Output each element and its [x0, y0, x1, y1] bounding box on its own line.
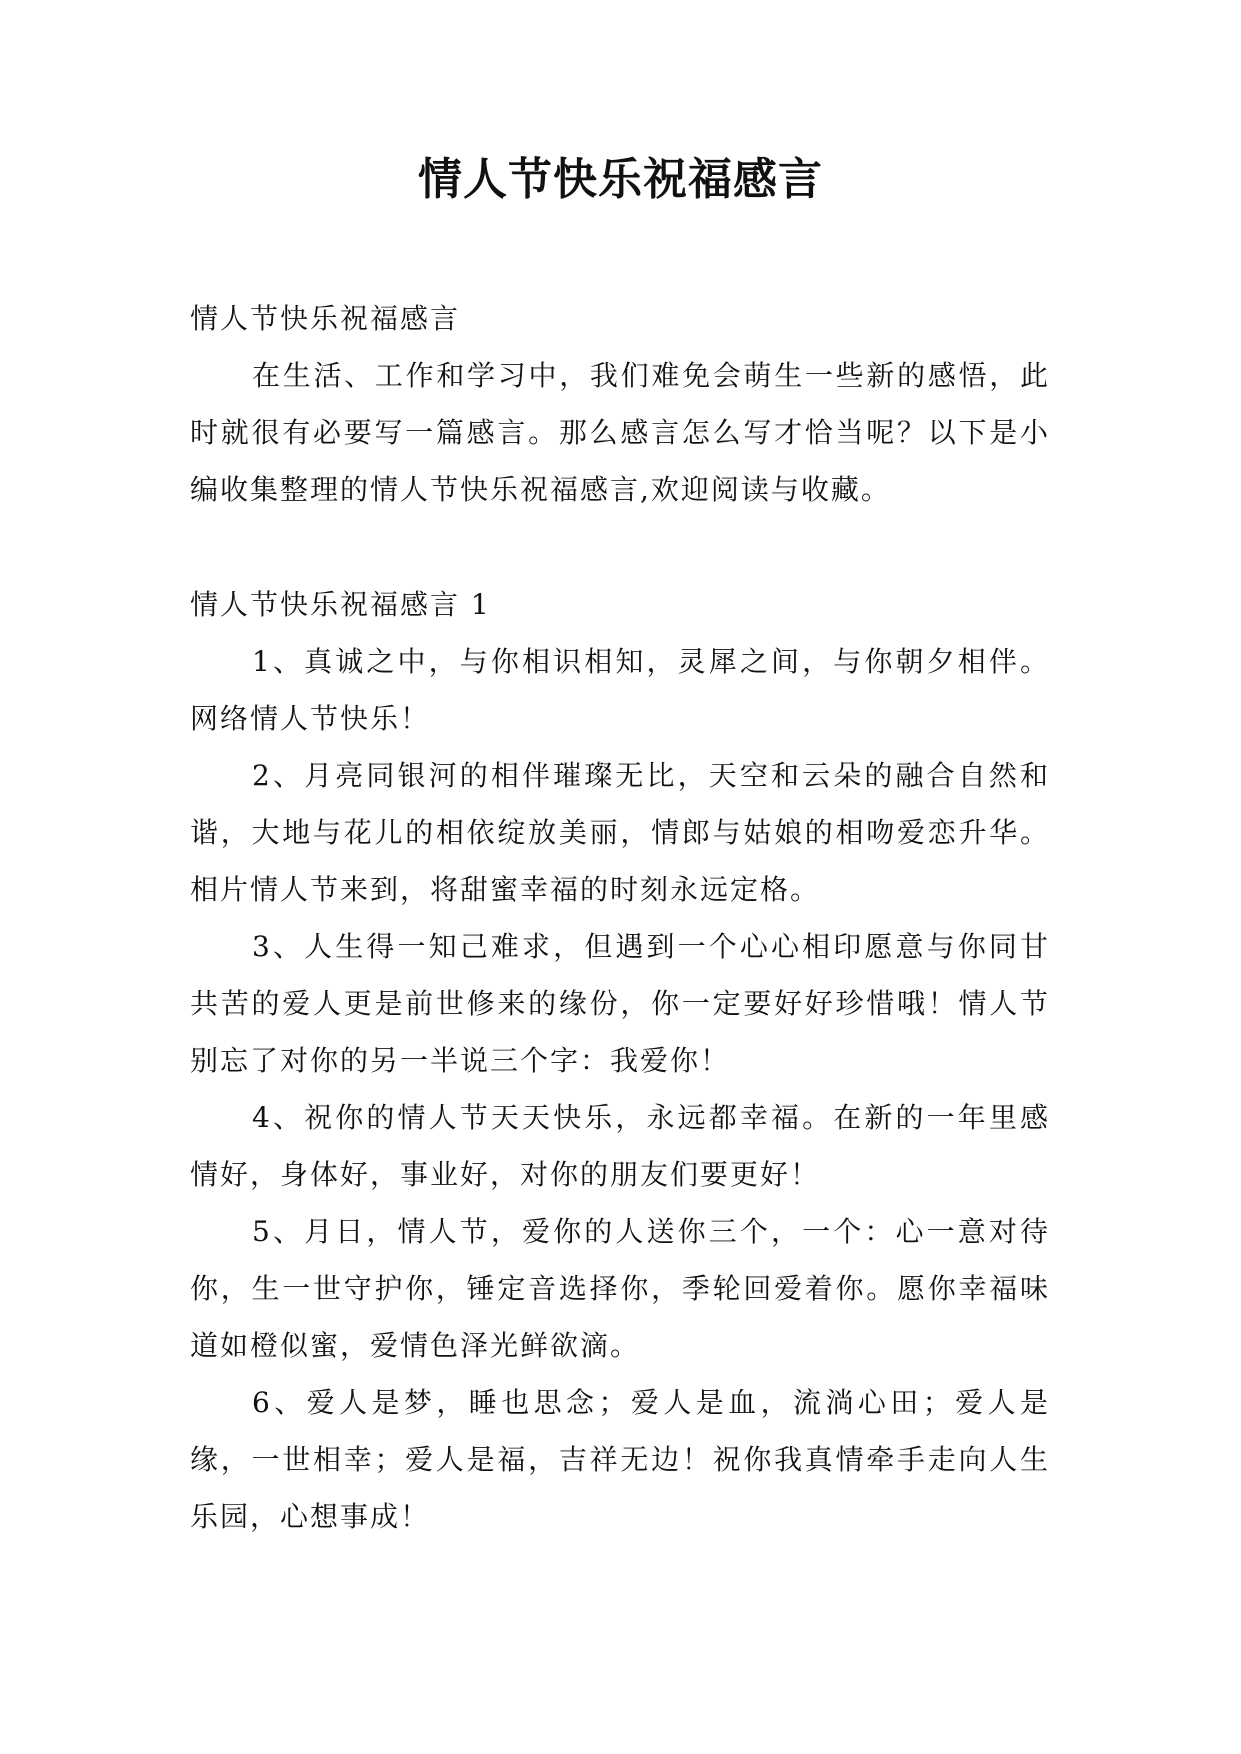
intro-paragraph: 在生活、工作和学习中，我们难免会萌生一些新的感悟，此时就很有必要写一篇感言。那么感言怎么写才恰当呢？以下是小编收集整理的情人节快乐祝福感言,欢迎阅读与收藏。: [190, 359, 1050, 506]
list-item: 4、祝你的情人节天天快乐，永远都幸福。在新的一年里感情好，身体好，事业好，对你的朋友们要更好！: [190, 1101, 1050, 1191]
section-heading: 情人节快乐祝福感言 1: [190, 588, 491, 621]
list-item: 2、月亮同银河的相伴璀璨无比，天空和云朵的融合自然和谐，大地与花儿的相依绽放美丽，情郎与姑娘的相吻爱恋升华。相片情人节来到，将甜蜜幸福的时刻永远定格。: [190, 759, 1050, 906]
list-item: 5、月日，情人节，爱你的人送你三个，一个：心一意对待你，生一世守护你，锤定音选择你，季轮回爱着你。愿你幸福味道如橙似蜜，爱情色泽光鲜欲滴。: [190, 1215, 1050, 1362]
list-item: 6、爱人是梦，睡也思念；爱人是血，流淌心田；爱人是缘，一世相幸；爱人是福，吉祥无边！祝你我真情牵手走向人生乐园，心想事成！: [190, 1386, 1050, 1533]
document-title: 情人节快乐祝福感言: [418, 154, 823, 205]
list-item: 3、人生得一知己难求，但遇到一个心心相印愿意与你同甘共苦的爱人更是前世修来的缘份，你一定要好好珍惜哦！情人节别忘了对你的另一半说三个字：我爱你！: [190, 930, 1050, 1077]
document-body: [190, 290, 1050, 1545]
subtitle: 情人节快乐祝福感言: [190, 302, 461, 335]
list-item: 1、真诚之中，与你相识相知，灵犀之间，与你朝夕相伴。网络情人节快乐！: [190, 645, 1050, 735]
